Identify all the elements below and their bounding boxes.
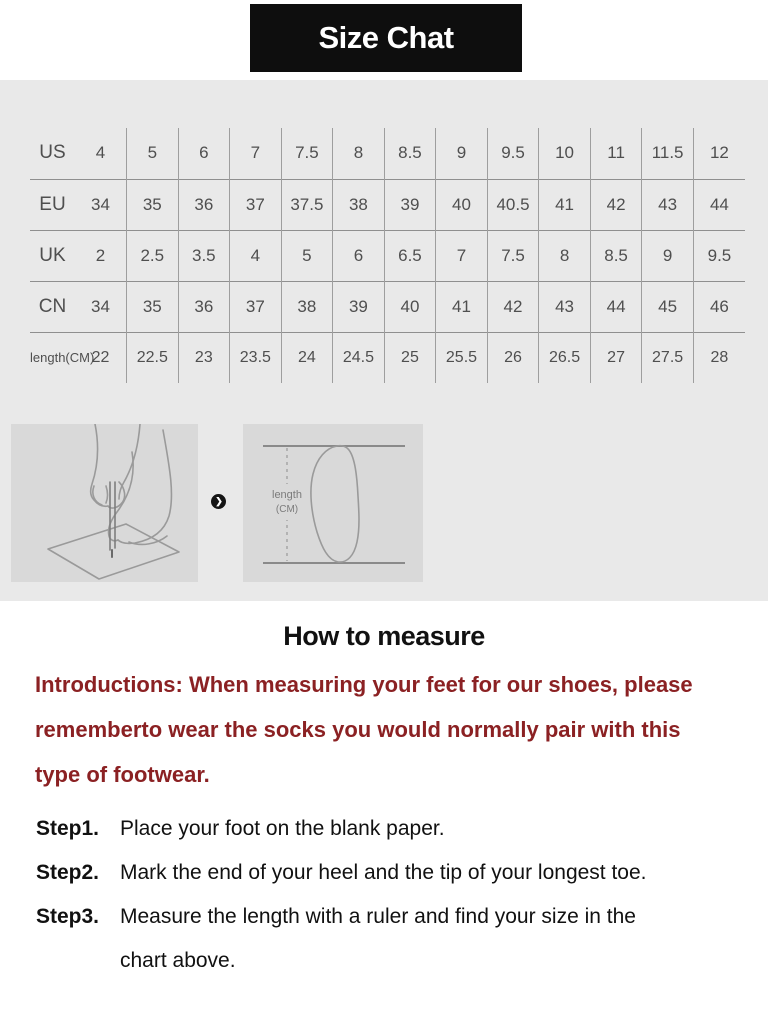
size-cell: 24.5 (333, 332, 385, 383)
step-text (120, 851, 647, 895)
size-cell: 7 (230, 128, 282, 179)
row-label: US (39, 142, 66, 164)
size-cell: 44 (590, 281, 642, 332)
size-cell: 27 (590, 332, 642, 383)
size-cell: 11 (590, 128, 642, 179)
row-label: CN (30, 281, 75, 332)
size-cell: 8.5 (590, 230, 642, 281)
size-cell: 9 (642, 230, 694, 281)
step-item (36, 895, 748, 983)
length-label: length (272, 489, 302, 501)
step-label: Step1. (36, 817, 100, 840)
size-cell: 38 (333, 179, 385, 230)
length-unit-label: (CM) (275, 504, 299, 515)
size-table (30, 128, 745, 383)
size-cell: 44 (693, 179, 745, 230)
size-cell: 23 (178, 332, 230, 383)
step-label: Step2. (36, 861, 100, 884)
size-cell: 40 (436, 179, 488, 230)
step-item (36, 807, 748, 851)
step-text (120, 895, 636, 983)
foot-outline (311, 446, 359, 562)
step-text-line: Place your foot on the blank paper. (120, 817, 445, 840)
chevron-glyph: ❯ (215, 496, 223, 506)
size-cell: 35 (127, 179, 179, 230)
size-cell: 23.5 (230, 332, 282, 383)
size-cell: 37 (230, 179, 282, 230)
foot-length-diagram (243, 424, 423, 582)
size-cell: 7 (436, 230, 488, 281)
size-cell: 36 (178, 281, 230, 332)
size-cell: 37 (230, 281, 282, 332)
size-cell: 25.5 (436, 332, 488, 383)
step-label: Step3. (36, 905, 100, 928)
foot-diagram-panel (243, 424, 423, 582)
size-cell: 39 (384, 179, 436, 230)
size-cell: 8.5 (384, 128, 436, 179)
how-to-measure-heading: How to measure (283, 621, 485, 651)
size-cell: 41 (539, 179, 591, 230)
size-cell: 43 (539, 281, 591, 332)
size-cell: 4 (95, 143, 106, 163)
size-cell: 40.5 (487, 179, 539, 230)
row-label: length(CM) (30, 332, 75, 383)
size-cell: 36 (178, 179, 230, 230)
size-cell: 8 (333, 128, 385, 179)
page-title: Size Chat (318, 20, 454, 55)
size-cell: 11.5 (642, 128, 694, 179)
size-cell: 45 (642, 281, 694, 332)
size-cell: 42 (590, 179, 642, 230)
size-table-row (30, 332, 745, 383)
size-cell: 25 (384, 332, 436, 383)
size-cell: 27.5 (642, 332, 694, 383)
size-cell: 35 (127, 281, 179, 332)
size-cell: 22.5 (127, 332, 179, 383)
size-cell: 22 (75, 332, 127, 383)
size-cell: 2 (75, 230, 127, 281)
size-cell: 2.5 (127, 230, 179, 281)
size-cell: 41 (436, 281, 488, 332)
steps-list (36, 807, 748, 983)
size-cell: 12 (693, 128, 745, 179)
size-cell: 37.5 (281, 179, 333, 230)
size-cell: 5 (281, 230, 333, 281)
page-title-banner (250, 4, 522, 72)
size-cell: 26.5 (539, 332, 591, 383)
size-cell: 10 (539, 128, 591, 179)
size-table-row (30, 281, 745, 332)
chevron-right-icon (211, 494, 226, 509)
step-text-line: Mark the end of your heel and the tip of your longest toe. (120, 861, 647, 884)
size-cell: 9 (436, 128, 488, 179)
intro-line: rememberto wear the socks you would normally pair with this (35, 717, 681, 742)
hand-marking-foot-illustration (11, 424, 198, 582)
size-cell: 42 (487, 281, 539, 332)
size-table-body (30, 128, 745, 383)
size-chart-section (0, 80, 768, 601)
size-cell: 46 (693, 281, 745, 332)
size-table-row (30, 128, 745, 179)
size-cell: 39 (333, 281, 385, 332)
size-table-row (30, 179, 745, 230)
size-cell: 7.5 (281, 128, 333, 179)
size-cell: 40 (384, 281, 436, 332)
step-text-line: Measure the length with a ruler and find your size in the (120, 905, 636, 928)
step-item (36, 851, 748, 895)
size-cell: 34 (75, 179, 127, 230)
size-cell: 5 (127, 128, 179, 179)
row-label: EU (30, 179, 75, 230)
step-text-line: chart above. (120, 949, 236, 972)
measure-illustration-panel (11, 424, 198, 582)
row-label: UK (30, 230, 75, 281)
intro-text (35, 662, 738, 797)
size-cell: 38 (281, 281, 333, 332)
size-cell: 6 (333, 230, 385, 281)
instructions-section (0, 601, 768, 983)
size-cell: 9.5 (487, 128, 539, 179)
size-cell: 9.5 (693, 230, 745, 281)
size-cell: 6 (178, 128, 230, 179)
step-text (120, 807, 445, 851)
intro-line: type of footwear. (35, 762, 210, 787)
size-cell: 24 (281, 332, 333, 383)
size-cell: 3.5 (178, 230, 230, 281)
size-cell: 34 (75, 281, 127, 332)
size-cell: 26 (487, 332, 539, 383)
intro-line: Introductions: When measuring your feet for our shoes, please (35, 672, 693, 697)
size-cell: 43 (642, 179, 694, 230)
size-cell: 4 (230, 230, 282, 281)
size-cell: 7.5 (487, 230, 539, 281)
size-table-row (30, 230, 745, 281)
size-cell: 8 (539, 230, 591, 281)
size-cell: 28 (693, 332, 745, 383)
size-cell: 6.5 (384, 230, 436, 281)
